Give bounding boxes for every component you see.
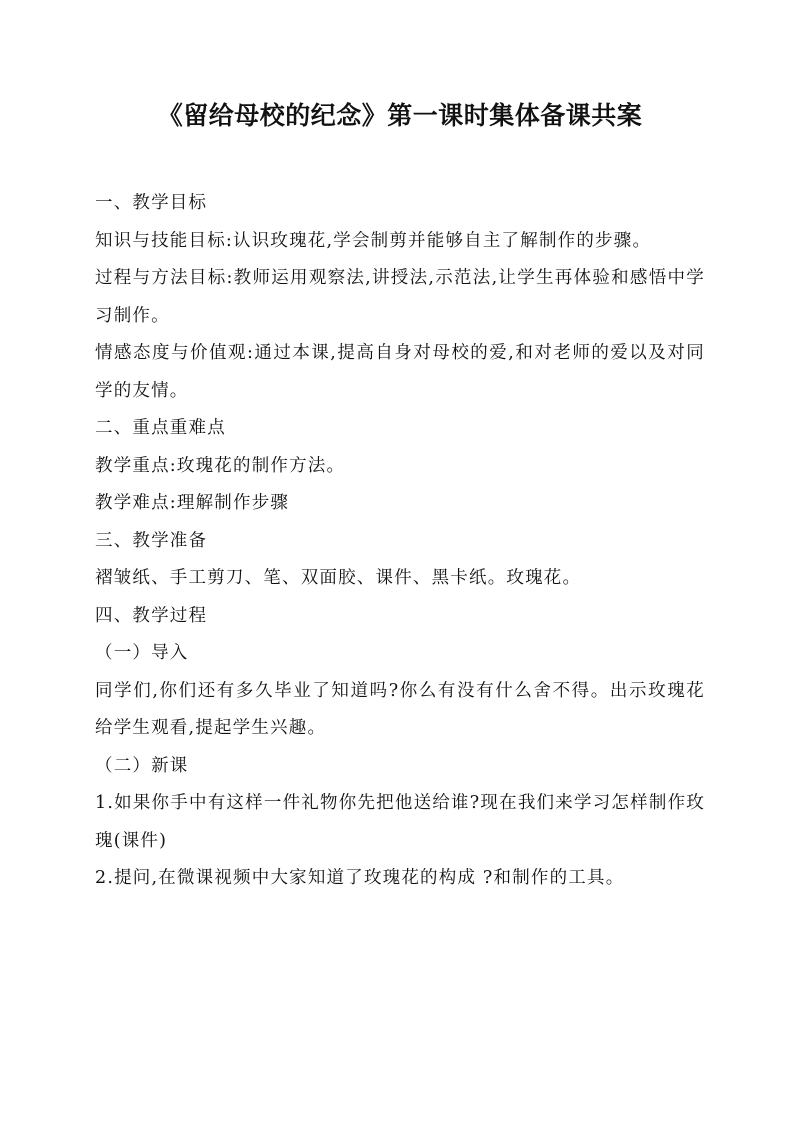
paragraph-introduction: 同学们,你们还有多久毕业了知道吗?你么有没有什么舍不得。出示玫瑰花给学生观看,提起学生兴趣。 <box>95 680 705 738</box>
section-heading-key-points: 二、重点重难点 <box>95 418 226 438</box>
document-title: 《留给母校的纪念》第一课时集体备课共案 <box>157 101 643 130</box>
paragraph-new-lesson-step-1: 1.如果你手中有这样一件礼物你先把他送给谁?现在我们来学习怎样制作玫瑰(课件) <box>95 793 705 851</box>
paragraph-process-method-goal: 过程与方法目标:教师运用观察法,讲授法,示范法,让学生再体验和感悟中学习制作。 <box>95 268 705 326</box>
paragraph-knowledge-skill-goal: 知识与技能目标:认识玫瑰花,学会制剪并能够自主了解制作的步骤。 <box>95 230 652 251</box>
paragraph-new-lesson-step-2: 2.提问,在微课视频中大家知道了玫瑰花的构成 ?和制作的工具。 <box>95 868 625 888</box>
paragraph-teaching-focus: 教学重点:玫瑰花的制作方法。 <box>95 455 346 476</box>
subheading-introduction: （一）导入 <box>95 643 189 663</box>
section-heading-process: 四、教学过程 <box>95 605 208 626</box>
document-body <box>95 185 705 898</box>
paragraph-teaching-difficulty: 教学难点:理解制作步骤 <box>95 493 290 513</box>
subheading-new-lesson: （二）新课 <box>95 755 189 776</box>
paragraph-emotion-value-goal: 情感态度与价值观:通过本课,提高自身对母校的爱,和对老师的爱以及对同学的友情。 <box>95 343 705 401</box>
section-heading-objectives: 一、教学目标 <box>95 193 208 213</box>
section-heading-preparation: 三、教学准备 <box>95 530 208 551</box>
paragraph-materials: 褶皱纸、手工剪刀、笔、双面胶、课件、黑卡纸。玫瑰花。 <box>95 568 582 588</box>
